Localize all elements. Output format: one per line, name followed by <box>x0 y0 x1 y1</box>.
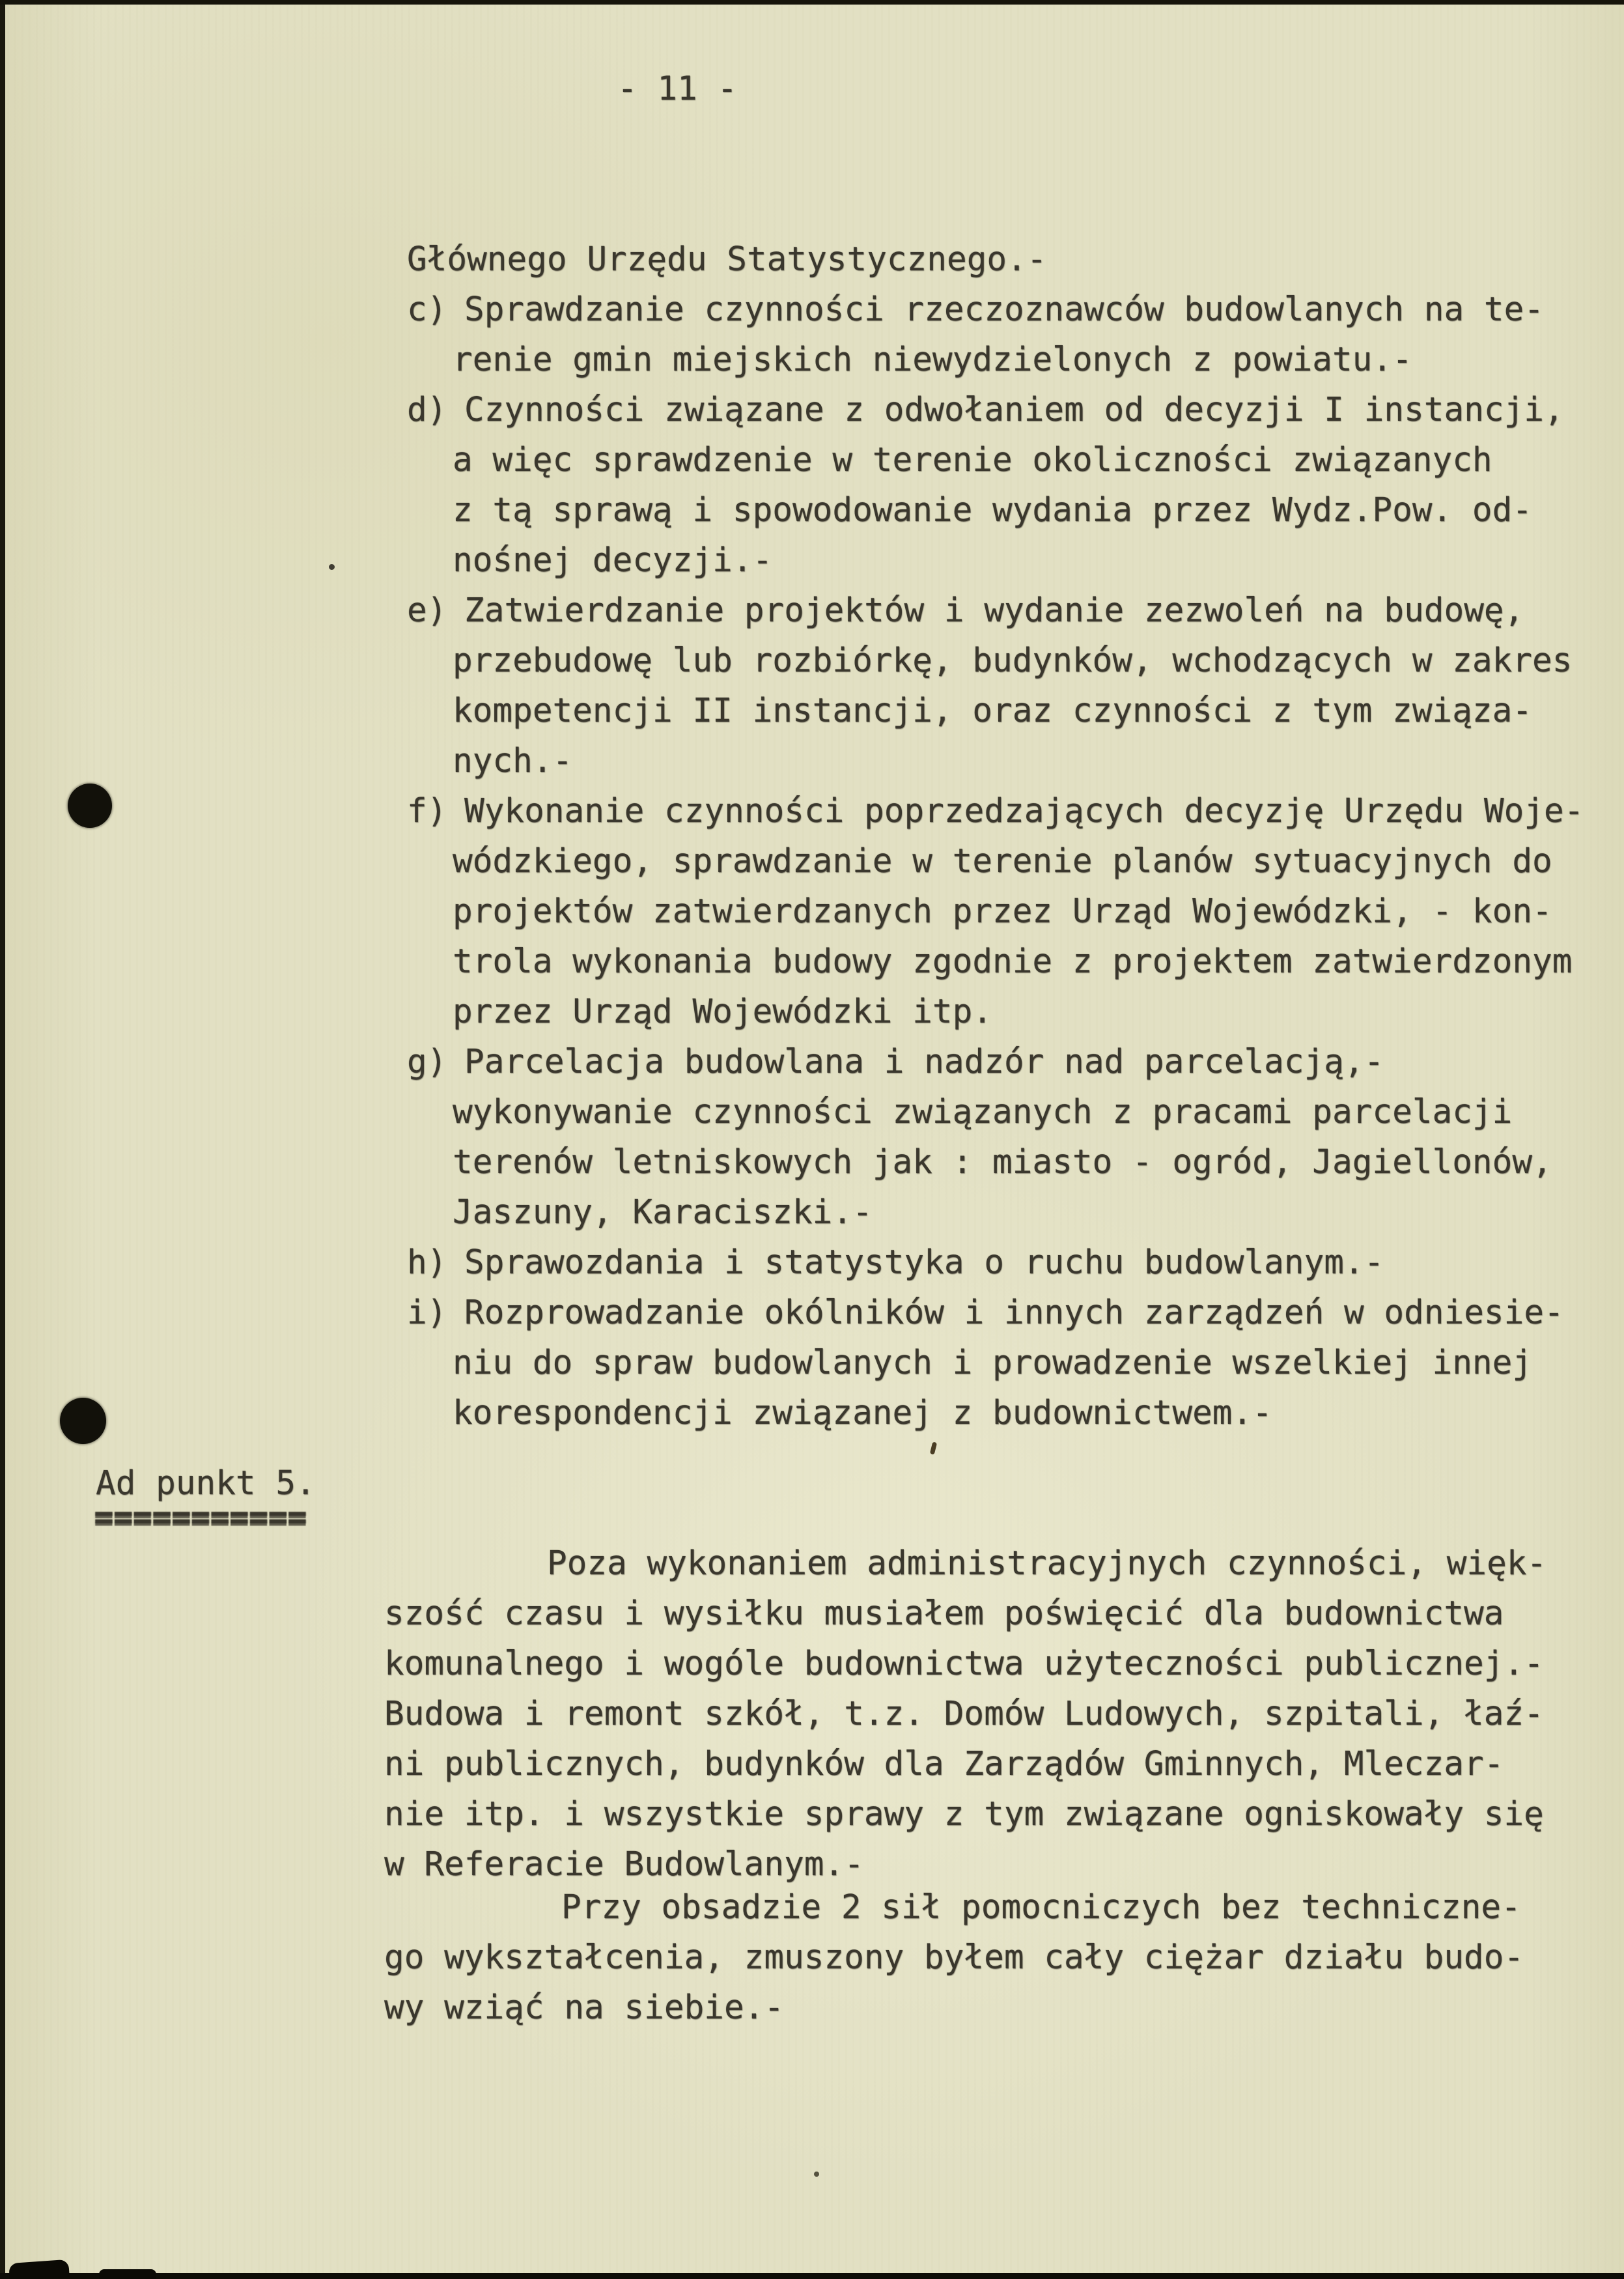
ink-speck <box>814 2172 819 2177</box>
list-item-line: Sprawozdania i statystyka o ruchu budowlanym.- <box>464 1243 1384 1282</box>
scan-edge-bottom <box>0 2273 1624 2279</box>
section-heading: Ad punkt 5. <box>96 1464 316 1503</box>
paragraph-line: Budowa i remont szkół, t.z. Domów Ludowych, szpitali, łaź- <box>384 1695 1544 1733</box>
list-item-h <box>407 1238 1605 1288</box>
list-item-line: Parcelacja budowlana i nadzór nad parcelacją,- <box>464 1043 1384 1081</box>
scan-artifact-blob <box>99 2269 156 2279</box>
scan-edge-left <box>0 0 5 2279</box>
list-item-f <box>407 786 1605 836</box>
punch-hole-bottom <box>60 1398 106 1444</box>
list-item-line: z tą sprawą i spowodowanie wydania przez Wydz.Pow. od- <box>453 491 1533 530</box>
punch-hole-top <box>68 784 112 828</box>
list-item-line: projektów zatwierdzanych przez Urząd Wojewódzki, - kon- <box>453 892 1552 931</box>
ink-speck <box>329 564 335 570</box>
list-item-line: Czynności związane z odwołaniem od decyzji I instancji, <box>464 391 1564 429</box>
paragraph-line: w Referacie Budowlanym.- <box>384 1845 864 1884</box>
list-item-line: Rozprowadzanie okólników i innych zarządzeń w odniesie- <box>464 1294 1564 1332</box>
paragraph-line: wy wziąć na siebie.- <box>384 1989 785 2027</box>
list-item-label: f) <box>407 792 447 830</box>
list-item-line: terenów letniskowych jak : miasto - ogród, Jagiellonów, <box>453 1143 1552 1182</box>
list-item-line: wódzkiego, sprawdzanie w terenie planów sytuacyjnych do <box>453 842 1552 881</box>
list-item-line: Wykonanie czynności poprzedzających decyzję Urzędu Woje- <box>464 792 1584 830</box>
paragraph <box>384 1882 1608 2033</box>
list-item-e <box>407 586 1605 636</box>
paragraph-line: Poza wykonaniem administracyjnych czynności, więk- <box>547 1544 1547 1583</box>
list-item-line: przebudowę lub rozbiórkę, budynków, wchodzących w zakres <box>453 642 1573 680</box>
list-item-line: Jaszuny, Karaciszki.- <box>453 1193 873 1232</box>
list-item-line: wykonywanie czynności związanych z pracami parcelacji <box>453 1093 1513 1131</box>
scan-edge-top <box>0 0 1624 5</box>
list-item-line: przez Urząd Wojewódzki itp. <box>453 993 993 1031</box>
list-item-line: korespondencji związanej z budownictwem.- <box>453 1394 1272 1432</box>
list-item-line: trola wykonania budowy zgodnie z projektem zatwierdzonym <box>453 942 1573 981</box>
page-number: - 11 - <box>617 70 738 108</box>
list-item-label: g) <box>407 1043 447 1081</box>
list-item-line: niu do spraw budowlanych i prowadzenie wszelkiej innej <box>453 1344 1533 1382</box>
list-item-label: d) <box>407 391 447 429</box>
paragraph <box>384 1538 1608 1890</box>
list-block <box>407 234 1605 1438</box>
list-item-i <box>407 1288 1605 1338</box>
scan-artifact-blob <box>8 2259 70 2279</box>
list-item-line: kompetencji II instancji, oraz czynności z tym związa- <box>453 692 1533 730</box>
list-item-line: a więc sprawdzenie w terenie okoliczności związanych <box>453 441 1492 479</box>
list-item-label: h) <box>407 1243 447 1282</box>
list-item-line: Sprawdzanie czynności rzeczoznawców budowlanych na te- <box>464 290 1545 329</box>
list-item-label: c) <box>407 290 447 329</box>
heading-underline: =========== <box>94 1498 307 1536</box>
list-item-d <box>407 385 1605 435</box>
paragraph-line: Przy obsadzie 2 sił pomocniczych bez techniczne- <box>561 1888 1521 1927</box>
list-item-line: nośnej decyzji.- <box>453 541 773 580</box>
list-item-line: Zatwierdzanie projektów i wydanie zezwoleń na budowę, <box>464 591 1524 630</box>
list-item-label: i) <box>407 1294 447 1332</box>
paragraph-line: komunalnego i wogóle budownictwa użyteczności publicznej.- <box>384 1645 1544 1683</box>
paragraph-line: go wykształcenia, zmuszony byłem cały ciężar działu budo- <box>384 1938 1524 1977</box>
ink-speck <box>930 1441 937 1454</box>
list-item-g <box>407 1037 1605 1087</box>
list-item-c <box>407 285 1605 335</box>
list-intro-line: Głównego Urzędu Statystycznego.- <box>407 240 1047 279</box>
list-item-line: renie gmin miejskich niewydzielonych z powiatu.- <box>453 341 1412 379</box>
paragraph-line: ni publicznych, budynków dla Zarządów Gminnych, Mleczar- <box>384 1745 1504 1783</box>
paragraph-line: nie itp. i wszystkie sprawy z tym związane ogniskowały się <box>384 1795 1544 1833</box>
paragraph-line: szość czasu i wysiłku musiałem poświęcić dla budownictwa <box>384 1594 1504 1633</box>
list-item-line: nych.- <box>453 742 573 780</box>
list-item-label: e) <box>407 591 447 630</box>
